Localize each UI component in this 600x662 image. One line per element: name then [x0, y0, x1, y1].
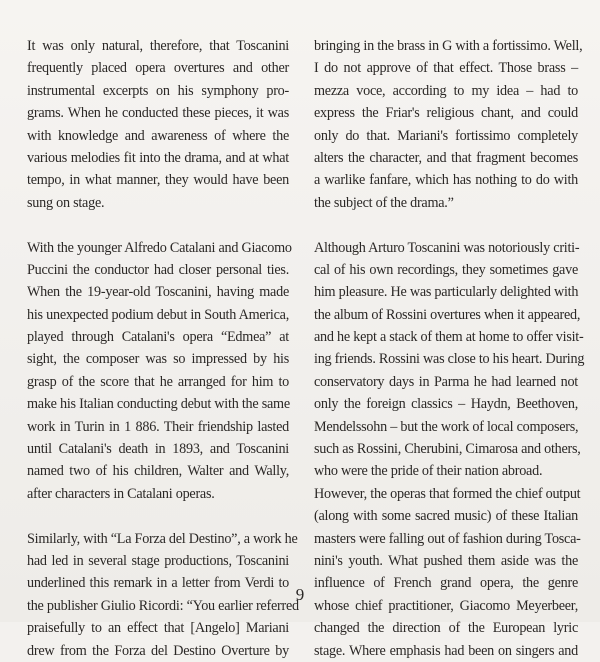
text-line: grams. When he conducted these pieces, it was	[27, 105, 289, 122]
text-line: Similarly, with “La Forza del Destino”, a work he	[27, 530, 298, 547]
text-line: frequently placed opera overtures and other	[27, 60, 289, 77]
text-line: bringing in the brass in G with a fortissimo. Well,	[314, 38, 583, 54]
text-line: the album of Rossini overtures when it appeared,	[314, 306, 581, 323]
text-line: only the foreign classics – Haydn, Beethoven,	[314, 396, 578, 413]
text-line: him pleasure. He was particularly delighted with	[314, 284, 579, 301]
text-line: whose chief practitioner, Giacomo Meyerbeer,	[314, 597, 578, 614]
text-line: praisefully to an effect that [Angelo] Mariani	[27, 620, 289, 637]
text-line: sight, the composer was so impressed by his	[27, 351, 289, 368]
text-line: However, the operas that formed the chief output	[314, 485, 581, 502]
text-line: work in Turin in 1 886. Their friendship lasted	[27, 418, 289, 435]
text-line: sung on stage.	[27, 194, 105, 211]
text-line: Although Arturo Toscanini was notoriously criti-	[314, 239, 580, 256]
text-line: drew from the Forza del Destino Overture by	[27, 642, 289, 659]
text-line: Mendelssohn – but the work of local composers,	[314, 418, 579, 435]
text-line: It was only natural, therefore, that Toscanini	[27, 38, 289, 54]
text-line: mezza voce, according to my idea – had to	[314, 82, 578, 99]
paragraph-spacer	[314, 214, 578, 236]
text-line: and he kept a stack of them at home to offer visit-	[314, 329, 584, 346]
paragraph-catalani-puccini	[27, 237, 292, 506]
text-line: who were the pride of their nation abroad.	[314, 463, 543, 480]
text-line: influence of French grand opera, the genre	[314, 575, 578, 592]
text-line: his unexpected podium debut in South America,	[27, 306, 289, 323]
text-line: underlined this remark in a letter from Verdi to	[27, 575, 289, 592]
text-line: make his Italian conducting debut with the same	[27, 396, 290, 413]
text-line: such as Rossini, Cherubini, Cimarosa and others,	[314, 441, 581, 458]
text-line: only do that. Mariani's fortissimo completely	[314, 127, 578, 144]
paragraph-spacer	[27, 505, 289, 527]
paragraph-verdi-quote	[314, 35, 583, 214]
left-column	[27, 35, 299, 662]
page-number: 9	[295, 585, 305, 604]
text-line: instrumental excerpts on his symphony pro-	[27, 82, 289, 99]
right-column	[314, 35, 585, 662]
text-line: had led in several stage productions, Toscanini	[27, 552, 289, 569]
paragraph-toscanini-overtures	[27, 35, 289, 214]
text-line: played through Catalani's opera “Edmea” at	[27, 329, 289, 346]
text-line: grasp of the score that he arranged for him to	[27, 373, 289, 390]
text-line: the publisher Giulio Ricordi: “You earlier referred	[27, 597, 299, 614]
text-line: I do not approve of that effect. Those brass –	[314, 60, 578, 77]
text-line: nini's youth. What pushed them aside was the	[314, 552, 578, 569]
text-line: ing friends. Rossini was close to his heart. During	[314, 351, 585, 368]
text-line: stage. Where emphasis had been on singers and	[314, 642, 578, 659]
text-line: conservatory days in Parma he had learned not	[314, 373, 578, 390]
text-line: masters were falling out of fashion during Tosca-	[314, 530, 581, 547]
text-line: various melodies fit into the drama, and at what	[27, 149, 289, 166]
text-line: express the Friar's religious chant, and could	[314, 105, 578, 122]
text-line: cal of his own recordings, they sometimes gave	[314, 261, 578, 278]
paragraph-spacer	[27, 214, 289, 236]
text-line: With the younger Alfredo Catalani and Giacomo	[27, 239, 292, 256]
text-line: changed the direction of the European lyric	[314, 620, 578, 637]
text-line: Puccini the conductor had closer personal ties.	[27, 261, 289, 278]
text-line: the subject of the drama.”	[314, 194, 454, 211]
text-line: until Catalani's death in 1893, and Toscanini	[27, 441, 289, 458]
paragraph-french-grand-opera	[314, 483, 581, 662]
text-line: When the 19-year-old Toscanini, having made	[27, 284, 289, 301]
text-line: (along with some sacred music) of these Italian	[314, 508, 578, 525]
text-line: alters the character, and that fragment becomes	[314, 149, 578, 166]
text-line: a warlike fanfare, which has nothing to do with	[314, 172, 578, 189]
text-line: named two of his children, Walter and Wally,	[27, 463, 289, 480]
text-line: with knowledge and awareness of where the	[27, 127, 289, 144]
text-line: tempo, in what manner, they would have been	[27, 172, 289, 189]
paragraph-rossini-recordings	[314, 237, 585, 483]
text-line: after characters in Catalani operas.	[27, 485, 215, 502]
